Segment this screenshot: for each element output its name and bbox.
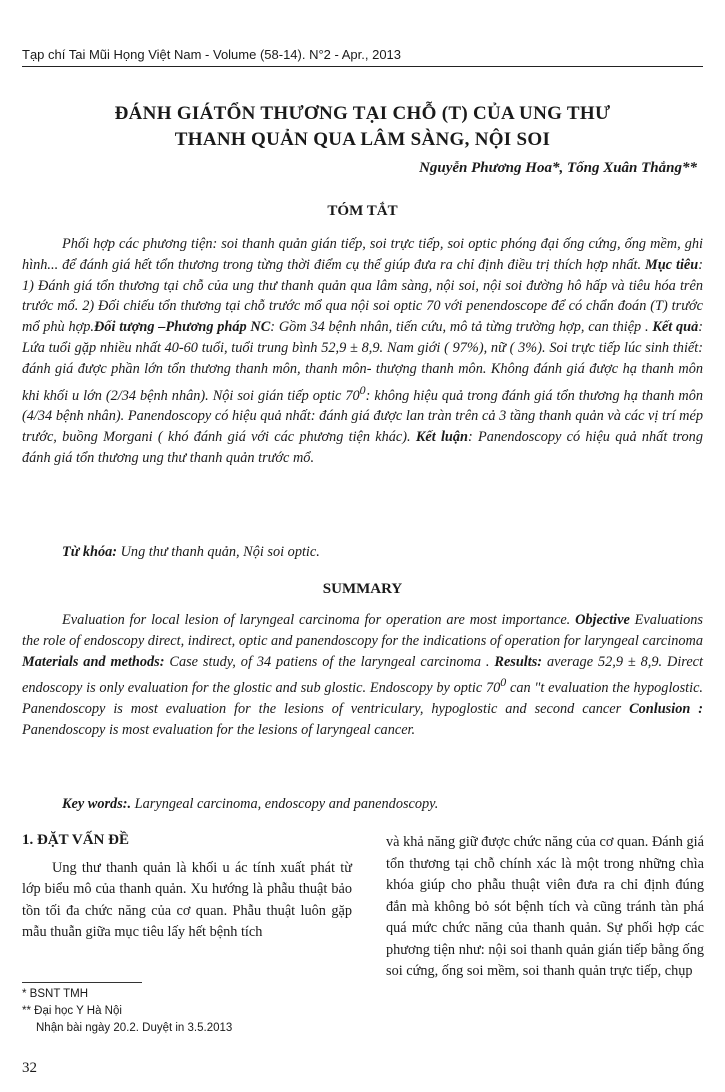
tu-khoa-text: Ung thư thanh quản, Nội soi optic. (117, 544, 320, 560)
article-title-line2: THANH QUẢN QUA LÂM SÀNG, NỘI SOI (174, 129, 551, 150)
tu-khoa (62, 542, 702, 563)
journal-header: Tạp chí Tai Mũi Họng Việt Nam - Volume (58-14). N°2 - Apr., 2013 (22, 47, 402, 62)
left-column-text: Ung thư thanh quản là khối u ác tính xuất phát từ lớp biểu mô của thanh quản. Xu hướng là phẫu thuật bảo tồn tối đa chức năng của cơ quan. Phẫu thuật luôn gặp mẫu thuẫn giữa mục tiêu lấy hết bệnh tích (22, 859, 352, 940)
tomtat-abstract (22, 234, 703, 469)
summary-paragraph (22, 610, 703, 741)
tomtat-intro: Phối hợp các phương tiện: soi thanh quản gián tiếp, soi trực tiếp, soi optic phóng đại ống cứng, ống mềm, ghi hình... để đánh giá hết tổn thương trong từng thời điểm cụ thể giúp đưa ra chỉ định điều trị thích hợp nhất. (22, 236, 703, 273)
degree-superscript-en: 0 (500, 675, 507, 690)
header-rule (22, 66, 703, 67)
key-words-text: Laryngeal carcinoma, endoscopy and panendoscopy. (131, 796, 439, 812)
text-doi-tuong: : Gồm 34 bệnh nhân, tiến cứu, mô tả từng trường hợp, can thiệp . (270, 319, 653, 336)
summary-heading: SUMMARY (322, 581, 403, 597)
label-conclusion: Conlusion : (629, 700, 703, 717)
text-results-2: can "t evaluation the hypoglostic. Panendoscopy is most evaluation for the lesions of ventriculary, hypoglostic and second cancer (22, 680, 703, 717)
footnote-1: * BSNT TMH (22, 988, 89, 1000)
text-results: average 52,9 ± 8,9. Direct endoscopy is only evaluation for the glostic and sub glostic. Endoscopy by optic 70 (22, 653, 703, 697)
label-ket-luan: Kết luận (415, 428, 468, 445)
section-heading: 1. ĐẶT VẤN ĐỀ (22, 832, 129, 848)
footnote-2: ** Đại học Y Hà Nội (22, 1005, 122, 1017)
key-words (62, 794, 702, 815)
right-column (386, 832, 704, 983)
text-methods: Case study, of 34 patiens of the laryngeal carcinoma . (164, 653, 495, 670)
label-doi-tuong: Đối tượng –Phương pháp NC (93, 319, 271, 336)
label-methods: Materials and methods: (22, 653, 165, 670)
text-muc-tieu: : 1) Đánh giá tổn thương tại chỗ của ung thư thanh quản qua lâm sàng, nội soi, nội soi đường hô hấp và tiêu hóa trên trước mổ. 2) Đối chiếu tổn thương tại chỗ trước mổ qua nội soi optic 70 với penendoscope để có chẩn đoán (T) trước mổ phù hợp. (22, 256, 703, 336)
footnote-rule (22, 982, 142, 983)
key-words-label: Key words:. (62, 796, 132, 812)
tomtat-heading: TÓM TẮT (327, 203, 398, 219)
text-ket-qua: : Lứa tuổi gặp nhiều nhất 40-60 tuổi, tuổi trung bình 52,9 ± 8,9. Nam giới ( 97%), nữ ( 3%). Soi trực tiếp lúc sinh thiết: đánh giá được phần lớn tổn thương thanh môn, thanh môn- thượng thanh môn. Không đánh giá được hạ thanh môn khi khối u lớn (2/34 bệnh nhân). Nội soi gián tiếp optic 70 (22, 319, 703, 404)
label-results: Results: (494, 653, 543, 670)
summary-abstract (22, 610, 703, 741)
tu-khoa-label: Từ khóa: (62, 544, 118, 560)
label-muc-tieu: Mục tiêu (645, 256, 699, 273)
label-objective: Objective (575, 612, 630, 628)
label-ket-qua: Kết quả (652, 319, 699, 336)
authors: Nguyễn Phương Hoa*, Tống Xuân Thắng** (419, 160, 697, 176)
summary-intro: Evaluation for local lesion of laryngeal carcinoma for operation are most importance. (62, 612, 576, 628)
text-objective: Evaluations the role of endoscopy direct, indirect, optic and panendoscopy for the indications of operation for laryngeal carcinoma (22, 612, 703, 649)
right-column-text: và khả năng giữ được chức năng của cơ quan. Đánh giá tổn thương tại chỗ chính xác là một trong những chìa khóa giúp cho phẫu thuật viên đưa ra chỉ định đúng đắn mà không bỏ sót bệnh tích và cũng tránh tàn phá quá mức chức năng của thanh quản. Sự phối hợp các phương tiện như: nội soi thanh quản gián tiếp bằng ống soi cứng, ống soi mềm, soi thanh quản trực tiếp, chụp (386, 834, 704, 979)
footnote-3: Nhận bài ngày 20.2. Duyệt in 3.5.2013 (36, 1022, 233, 1034)
article-title-line1: ĐÁNH GIÁTỔN THƯƠNG TẠI CHỖ (T) CỦA UNG THƯ (114, 103, 611, 124)
text-conclusion: Panendoscopy is most evaluation for the lesions of laryngeal cancer. (22, 721, 416, 738)
text-ket-qua-2: : không hiệu quả trong đánh giá tổn thương hạ thanh môn (4/34 bệnh nhân). Panendoscopy có hiệu quả nhất: đánh giá được lan tràn trên cả 3 tầng thanh quản và các vị trí mép trước, buồng Morgani ( khó đánh giá với các phương tiện khác). (22, 387, 703, 445)
text-ket-luan: : Panendoscopy có hiệu quả nhất trong đánh giá tổn thương ung thư thanh quản trước mổ. (22, 428, 703, 466)
degree-superscript: 0 (359, 382, 366, 397)
tomtat-paragraph (22, 234, 703, 469)
left-column (22, 830, 352, 944)
page-number: 32 (22, 1060, 37, 1076)
